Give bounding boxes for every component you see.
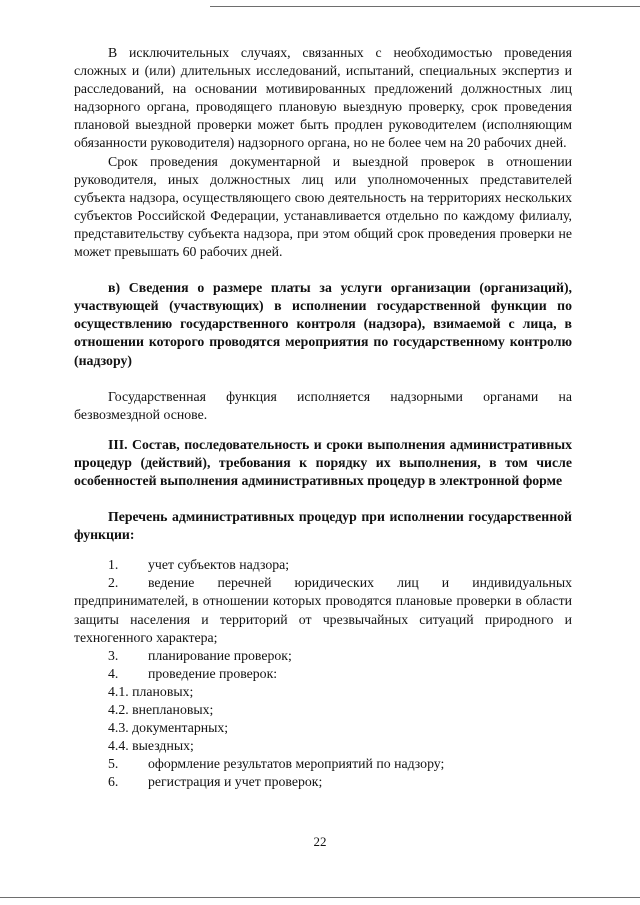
paragraph-term: Срок проведения документарной и выездной проверок в отношении руководителя, иных должностных лиц или уполномоченных представителей субъекта надзора, осуществляющего свою деятельность на территориях нескольких субъектов Российской Федерации, устанавливается отдельно по каждому филиалу, представительству субъекта надзора, при этом общий срок проведения проверки не может превышать 60 рабочих дней.: [74, 153, 572, 260]
list-item: 4. проведение проверок:: [108, 665, 278, 681]
section-heading-fee: в) Сведения о размере платы за услуги организации (организаций), участвующей (участвующих) в исполнении государственной функции по осуществлению государственного контроля (надзора), взимаемой с лица, в отношении которого проводятся мероприятия по государственному контролю (надзору): [74, 280, 572, 368]
sublist-item: 4.3. документарных;: [108, 720, 229, 736]
list-item: 6. регистрация и учет проверок;: [108, 774, 323, 790]
list-item: 2. ведение перечней юридических лиц и индивидуальных предпринимателей, в отношении которых проводятся плановые проверки в области защиты населения и территорий от чрезвычайных ситуаций природного и техногенного характера;: [74, 575, 572, 645]
paragraph-free: Государственная функция исполняется надзорными органами на безвозмездной основе.: [74, 388, 572, 422]
scan-line-top: [210, 6, 640, 7]
document-page: [74, 44, 572, 791]
sublist-item: 4.2. внеплановых;: [108, 702, 214, 717]
sublist-item: 4.4. выездных;: [108, 738, 194, 754]
paragraph-extension: В исключительных случаях, связанных с необходимостью проведения сложных и (или) длительных исследований, испытаний, специальных экспертиз и расследований, на основании мотивированных предложений должностных лиц надзорного органа, проводящего плановую выездную проверку, срок проведения плановой выездной проверки может быть продлен руководителем (исполняющим обязанности руководителя) надзорного органа, но не более чем на 20 рабочих дней.: [74, 45, 572, 151]
section-heading-procedures: Перечень административных процедур при исполнении государственной функции:: [74, 509, 572, 543]
list-item: 5. оформление результатов мероприятий по надзору;: [108, 756, 445, 772]
scan-line-bottom: [0, 897, 640, 898]
sublist-item: 4.1. плановых;: [108, 683, 194, 699]
page-number: 22: [313, 834, 327, 849]
list-item: 3. планирование проверок;: [108, 647, 292, 663]
section-heading-iii: III. Состав, последовательность и сроки выполнения административных процедур (действий), требования к порядку их выполнения, в том числе особенностей выполнения административных процедур в электронной форме: [74, 436, 572, 488]
list-item: 1. учет субъектов надзора;: [108, 557, 290, 573]
